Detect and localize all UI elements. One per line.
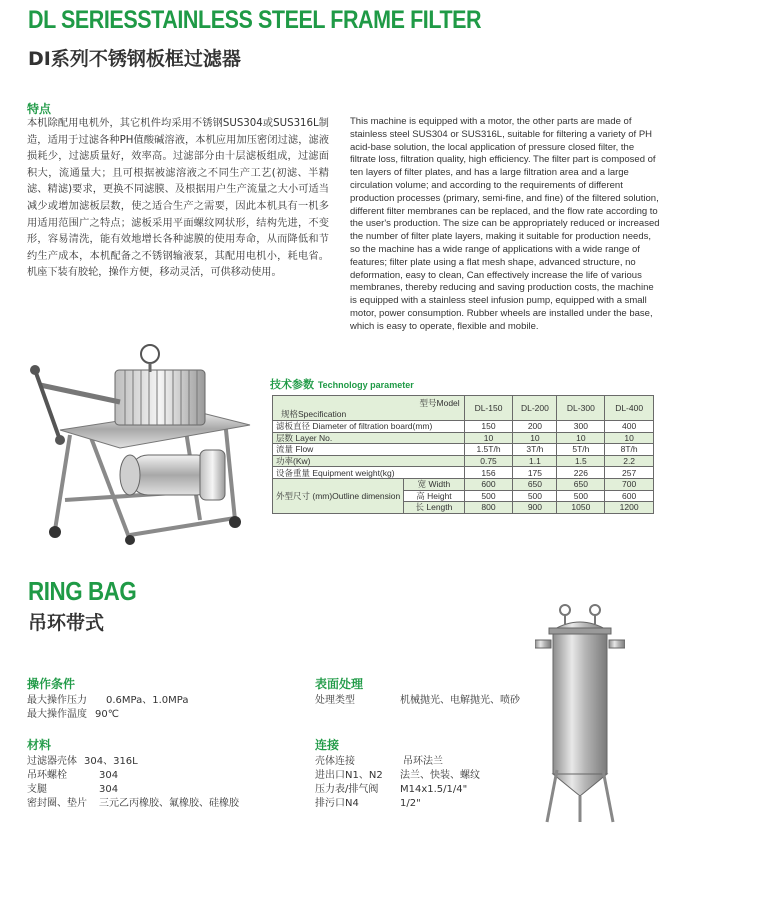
model-cell: DL-400	[605, 396, 654, 421]
materials-label: 吊环螺栓	[27, 770, 67, 781]
page-title-zh: DI系列不锈钢板框过滤器	[28, 48, 241, 70]
ring-bag-filter-image	[535, 600, 625, 825]
connection-label: 壳体连接	[315, 756, 355, 767]
table-cell: 0.75	[464, 455, 513, 467]
table-cell: 3T/h	[513, 444, 557, 456]
outline-label: 外型尺寸 (mm)Outline dimension	[273, 478, 404, 513]
header-spec-label: 规格Specification	[281, 409, 347, 419]
table-row	[273, 467, 654, 479]
features-heading: 特点	[27, 102, 52, 116]
frame-filter-machine-image	[20, 340, 270, 545]
surface-value: 机械抛光、电解抛光、喷砂	[400, 695, 520, 706]
surface-line	[315, 694, 535, 707]
connection-label: 排污口N4	[315, 798, 359, 809]
connection-line	[315, 769, 535, 782]
table-cell: 650	[513, 478, 557, 490]
conditions-label: 最大操作压力	[27, 695, 87, 706]
table-cell: 1.5T/h	[464, 444, 513, 456]
model-cell: DL-150	[464, 396, 513, 421]
connection-line	[315, 783, 535, 796]
materials-line	[27, 797, 297, 810]
table-cell: 500	[513, 490, 557, 502]
table-cell: 500	[464, 490, 513, 502]
table-cell: 1.5	[557, 455, 605, 467]
connection-value: 法兰、快装、螺纹	[400, 770, 480, 781]
features-text-zh: 本机除配用电机外，其它机件均采用不锈钢SUS304或SUS316L制造，适用于过滤各种PH值酸碱溶液，本机应用加压密闭过滤，滤液损耗少，过滤质量好，效率高。过滤部分由十层滤板组成，过滤面积大，流通量大；且可根据被滤溶液之不同生产工艺(初滤、半精滤、精滤)要求，更换不同滤膜、及根据用户生产流量之大小可适当减少或增加滤板层数，使之适合生产之需要，因此本机具有一机多用适用范围广之特点；滤板采用平面螺纹网状形，结构先进，不变形，容易清洗，能有效地增长各种滤膜的使用寿命，从而降低和节约生产成本，本机配备之不锈钢输液泵，其配用电机小，耗电省。机座下装有胶轮，操作方便，移动灵活，可供移动使用。	[27, 118, 329, 279]
materials-line	[27, 755, 297, 768]
row-label: 长 Length	[404, 502, 464, 514]
table-row	[273, 444, 654, 456]
table-cell: 2.2	[605, 455, 654, 467]
header-model-label: 型号Model	[419, 398, 460, 408]
surface-heading: 表面处理	[315, 677, 364, 691]
materials-value: 304、316L	[84, 756, 138, 767]
features-text-en: This machine is equipped with a motor, the other parts are made of stainless steel SUS304 or SUS316L, suitable for filtering a variety of PH acid-base solution, the local application of pressure closed filter, the filtrate loss, filtration quality, high efficiency. The filter part is composed of ten layers of filter plates, and has a large filtration area and a large circulation volume; and according to the requirements of different production processes (primary, semi-fine, and fine) of the filtered solution, different filter membranes can be replaced, and the flow rate according to the user's production. The size can be appropriately reduced or increased the number of filter plate layers, making it suitable for production needs, so the machine has a wide range of applications with a wide range of features; filter plate using a flat mesh shape, advanced structure, no deformation, easy to clean, Can effectively increase the life of various membranes, thereby reducing and saving production costs, the machine is equipped with a stainless steel infusion pump, equipped with a small motor, power consumption. Rubber wheels are installed under the base, which is easy to operate, flexible and mobile.	[350, 116, 660, 332]
table-cell: 1050	[557, 502, 605, 514]
table-cell: 226	[557, 467, 605, 479]
materials-label: 过滤器壳体	[27, 756, 77, 767]
table-cell: 650	[557, 478, 605, 490]
connection-value: M14x1.5/1/4"	[400, 784, 468, 795]
model-cell: DL-200	[513, 396, 557, 421]
table-cell: 10	[513, 432, 557, 444]
row-label: 宽 Width	[404, 478, 464, 490]
connection-label: 进出口N1、N2	[315, 770, 383, 781]
table-row	[273, 432, 654, 444]
tech-param-title	[270, 376, 414, 392]
row-label: 设备重量 Equipment weight(kg)	[273, 467, 465, 479]
materials-value: 304	[99, 784, 119, 795]
materials-line	[27, 769, 297, 782]
conditions-line	[27, 708, 297, 721]
materials-label: 支腿	[27, 784, 47, 795]
table-cell: 156	[464, 467, 513, 479]
table-header-row	[273, 396, 654, 421]
table-row	[273, 421, 654, 433]
materials-label: 密封圈、垫片	[27, 798, 87, 809]
ring-bag-title-en: RING BAG	[28, 576, 137, 606]
table-cell: 800	[464, 502, 513, 514]
conditions-line	[27, 694, 297, 707]
table-cell: 10	[605, 432, 654, 444]
table-cell: 600	[464, 478, 513, 490]
conditions-label: 最大操作温度	[27, 709, 87, 720]
conditions-value: 90℃	[95, 709, 119, 720]
connection-heading: 连接	[315, 738, 340, 752]
connection-line	[315, 755, 535, 768]
table-cell: 175	[513, 467, 557, 479]
connection-line	[315, 797, 535, 810]
table-cell: 900	[513, 502, 557, 514]
table-cell: 1.1	[513, 455, 557, 467]
materials-value: 304	[99, 770, 119, 781]
row-label: 高 Height	[404, 490, 464, 502]
tech-param-table	[272, 395, 654, 514]
tech-param-title-zh: 技术参数	[270, 378, 314, 391]
table-cell: 200	[513, 421, 557, 433]
table-cell: 5T/h	[557, 444, 605, 456]
surface-label: 处理类型	[315, 695, 355, 706]
page-title-en: DL SERIESSTAINLESS STEEL FRAME FILTER	[28, 6, 482, 34]
conditions-value: 0.6MPa、1.0MPa	[106, 695, 189, 706]
connection-label: 压力表/排气阀	[315, 784, 379, 795]
table-cell: 700	[605, 478, 654, 490]
table-cell: 10	[557, 432, 605, 444]
table-cell: 1200	[605, 502, 654, 514]
table-cell: 10	[464, 432, 513, 444]
table-row	[273, 455, 654, 467]
table-cell: 257	[605, 467, 654, 479]
materials-line	[27, 783, 297, 796]
row-label: 功率(Kw)	[273, 455, 465, 467]
table-cell: 300	[557, 421, 605, 433]
materials-value: 三元乙丙橡胶、氟橡胶、硅橡胶	[99, 798, 239, 809]
table-cell: 8T/h	[605, 444, 654, 456]
table-cell: 500	[557, 490, 605, 502]
tech-param-title-en: Technology parameter	[317, 380, 414, 390]
row-label: 层数 Layer No.	[273, 432, 465, 444]
table-cell: 600	[605, 490, 654, 502]
connection-value: 吊环法兰	[403, 756, 443, 767]
materials-heading: 材料	[27, 738, 52, 752]
ring-bag-title-zh: 吊环带式	[28, 612, 105, 634]
table-cell: 150	[464, 421, 513, 433]
row-label: 滤板直径 Diameter of filtration board(mm)	[273, 421, 465, 433]
connection-value: 1/2"	[400, 798, 421, 809]
table-cell: 400	[605, 421, 654, 433]
table-row	[273, 478, 654, 490]
model-cell: DL-300	[557, 396, 605, 421]
row-label: 流量 Flow	[273, 444, 465, 456]
table-header-spec-model	[273, 396, 465, 421]
conditions-heading: 操作条件	[27, 677, 76, 691]
